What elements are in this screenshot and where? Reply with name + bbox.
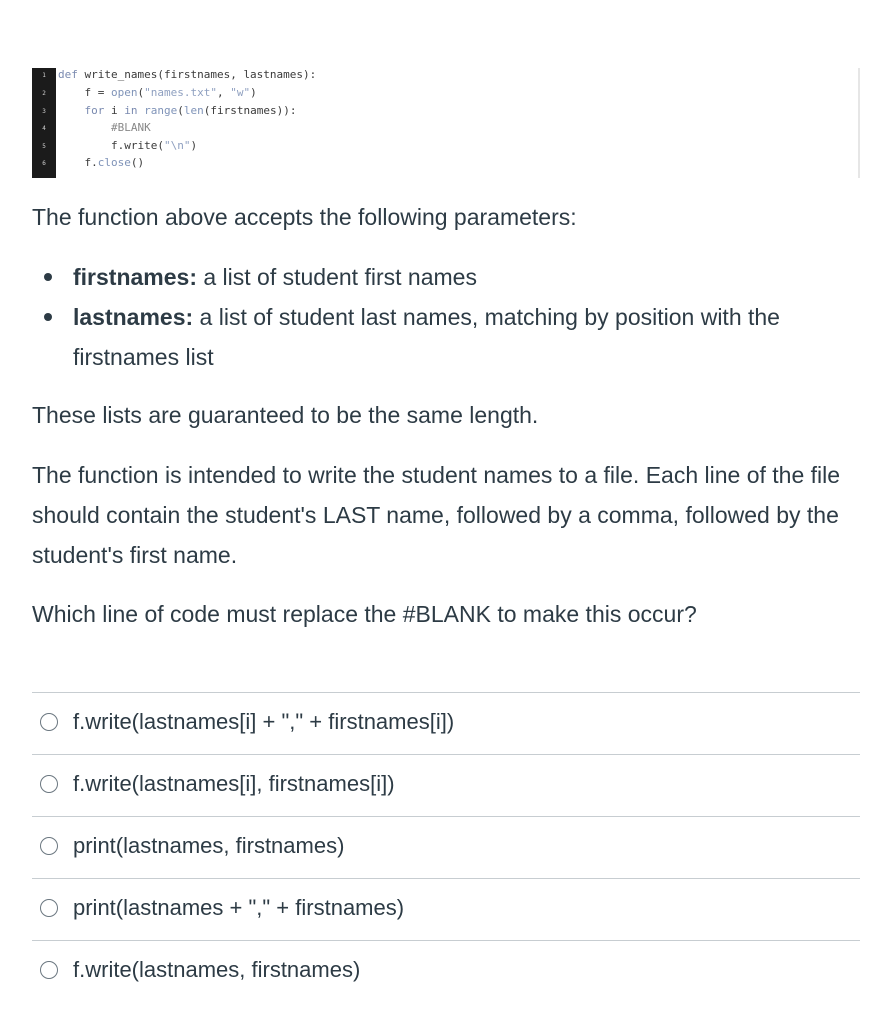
question-prompt: Which line of code must replace the #BLANK to make this occur? (32, 601, 697, 627)
code-token: #BLANK (58, 121, 151, 134)
code-line (58, 121, 151, 135)
code-token: i (104, 104, 125, 117)
code-token: f = (58, 86, 111, 99)
code-token: range (144, 104, 178, 117)
code-token: f. (58, 156, 98, 169)
parameter-description: a list of student first names (196, 264, 477, 290)
code-line (58, 86, 257, 100)
answer-option[interactable] (32, 878, 860, 940)
code-token: for (84, 104, 105, 117)
code-token (58, 104, 85, 117)
code-token: , (216, 86, 231, 99)
code-token: in (124, 104, 138, 117)
radio-button[interactable] (40, 961, 58, 979)
answer-option[interactable] (32, 754, 860, 816)
code-token: "\n" (163, 139, 191, 152)
code-token: open (110, 86, 138, 99)
code-lines (58, 68, 860, 178)
code-token: def (58, 68, 78, 81)
parameter-term: lastnames: (73, 304, 194, 330)
question-guarantee: These lists are guaranteed to be the same length. (32, 402, 539, 428)
parameter-description: a list of student last names, matching by position with the firstnames list (73, 304, 780, 370)
code-token: ) (250, 86, 257, 99)
code-line (58, 156, 144, 170)
code-token: "names.txt" (144, 86, 217, 99)
question-intro: The function above accepts the following parameters: (32, 204, 577, 230)
code-token: "w" (230, 86, 251, 99)
answer-option[interactable] (32, 692, 860, 754)
answer-label[interactable]: f.write(lastnames[i], firstnames[i]) (73, 771, 395, 796)
line-number: 6 (42, 160, 46, 167)
code-token: write_names(firstnames, lastnames): (77, 68, 317, 81)
line-number: 1 (42, 72, 46, 79)
parameter-item-lastnames (32, 297, 860, 377)
answer-label[interactable]: print(lastnames + "," + firstnames) (73, 895, 405, 920)
answer-label[interactable]: f.write(lastnames[i] + "," + firstnames[i]) (73, 709, 455, 734)
question-intent: The function is intended to write the student names to a file. Each line of the file should contain the student's LAST name, followed by a comma, followed by the student's first name. (32, 462, 841, 568)
radio-button[interactable] (40, 899, 58, 917)
code-snippet-image (32, 68, 860, 178)
code-token: (firstnames)): (203, 104, 297, 117)
line-number: 2 (42, 90, 46, 97)
code-token: close (97, 156, 131, 169)
radio-button[interactable] (40, 837, 58, 855)
code-line (58, 139, 197, 153)
line-number: 3 (42, 108, 46, 115)
image-border (858, 68, 860, 178)
radio-button[interactable] (40, 713, 58, 731)
bullet-icon (44, 273, 52, 281)
parameter-list (32, 257, 860, 377)
answer-list (32, 692, 860, 1002)
answer-label[interactable]: f.write(lastnames, firstnames) (73, 957, 361, 982)
code-token: () (130, 156, 145, 169)
answer-label[interactable]: print(lastnames, firstnames) (73, 833, 345, 858)
code-token: f.write( (58, 139, 164, 152)
code-token: ( (177, 104, 184, 117)
code-token: ( (137, 86, 145, 99)
line-number-gutter (32, 68, 56, 178)
code-line (58, 68, 316, 82)
code-token: ) (190, 139, 198, 152)
code-line (58, 104, 296, 118)
radio-button[interactable] (40, 775, 58, 793)
bullet-icon (44, 313, 52, 321)
code-token: len (183, 104, 204, 117)
answer-option[interactable] (32, 940, 860, 1002)
line-number: 5 (42, 143, 46, 150)
answer-option[interactable] (32, 816, 860, 878)
parameter-item-firstnames (32, 257, 860, 297)
parameter-term: firstnames: (73, 264, 197, 290)
line-number: 4 (42, 125, 46, 132)
